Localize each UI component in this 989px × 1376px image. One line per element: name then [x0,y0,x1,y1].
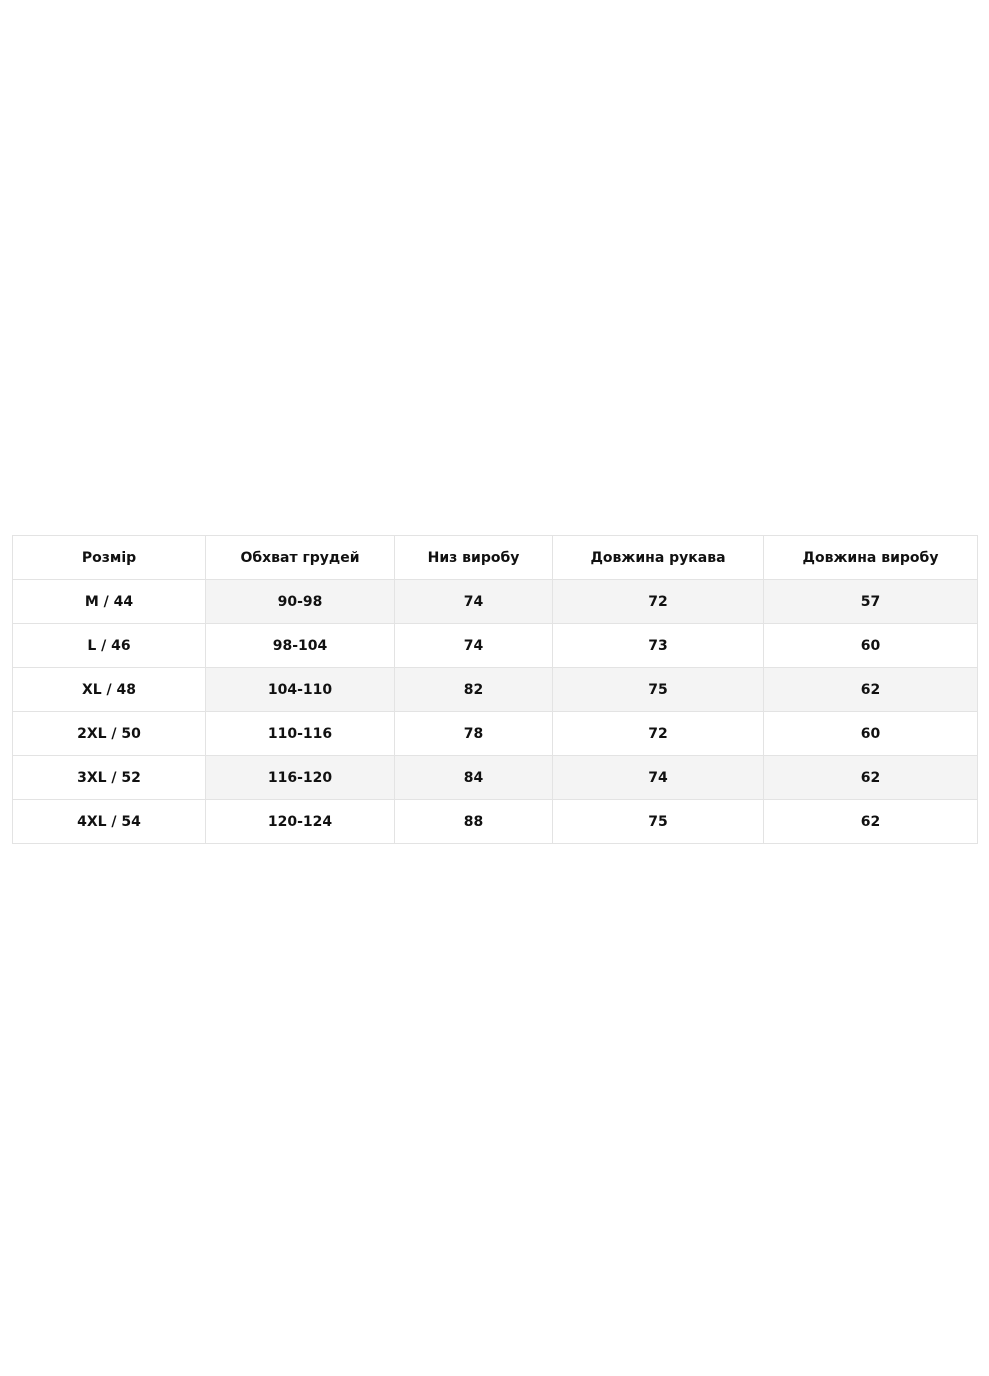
cell-garment-length: 62 [764,668,978,712]
cell-sleeve-length: 73 [553,624,764,668]
cell-chest: 110-116 [206,712,395,756]
cell-garment-length: 62 [764,756,978,800]
header-row [13,536,978,580]
table-body [13,580,978,844]
cell-sleeve-length: 74 [553,756,764,800]
cell-size: M / 44 [13,580,206,624]
cell-size: 4XL / 54 [13,800,206,844]
table-row [13,580,978,624]
cell-sleeve-length: 75 [553,800,764,844]
cell-sleeve-length: 75 [553,668,764,712]
cell-hem: 82 [395,668,553,712]
header-chest: Обхват грудей [206,536,395,580]
cell-hem: 88 [395,800,553,844]
cell-chest: 104-110 [206,668,395,712]
cell-hem: 78 [395,712,553,756]
cell-size: XL / 48 [13,668,206,712]
cell-chest: 90-98 [206,580,395,624]
cell-hem: 74 [395,624,553,668]
cell-garment-length: 60 [764,712,978,756]
cell-chest: 120-124 [206,800,395,844]
table-header [13,536,978,580]
cell-garment-length: 62 [764,800,978,844]
cell-sleeve-length: 72 [553,580,764,624]
table-row [13,624,978,668]
cell-hem: 74 [395,580,553,624]
cell-sleeve-length: 72 [553,712,764,756]
table-row [13,756,978,800]
header-size: Розмір [13,536,206,580]
header-garment-length: Довжина виробу [764,536,978,580]
cell-garment-length: 57 [764,580,978,624]
cell-size: 3XL / 52 [13,756,206,800]
cell-size: L / 46 [13,624,206,668]
cell-size: 2XL / 50 [13,712,206,756]
table-row [13,712,978,756]
table-row [13,800,978,844]
header-hem: Низ виробу [395,536,553,580]
cell-hem: 84 [395,756,553,800]
cell-chest: 116-120 [206,756,395,800]
cell-chest: 98-104 [206,624,395,668]
size-chart-table [12,535,978,844]
cell-garment-length: 60 [764,624,978,668]
table-row [13,668,978,712]
header-sleeve-length: Довжина рукава [553,536,764,580]
